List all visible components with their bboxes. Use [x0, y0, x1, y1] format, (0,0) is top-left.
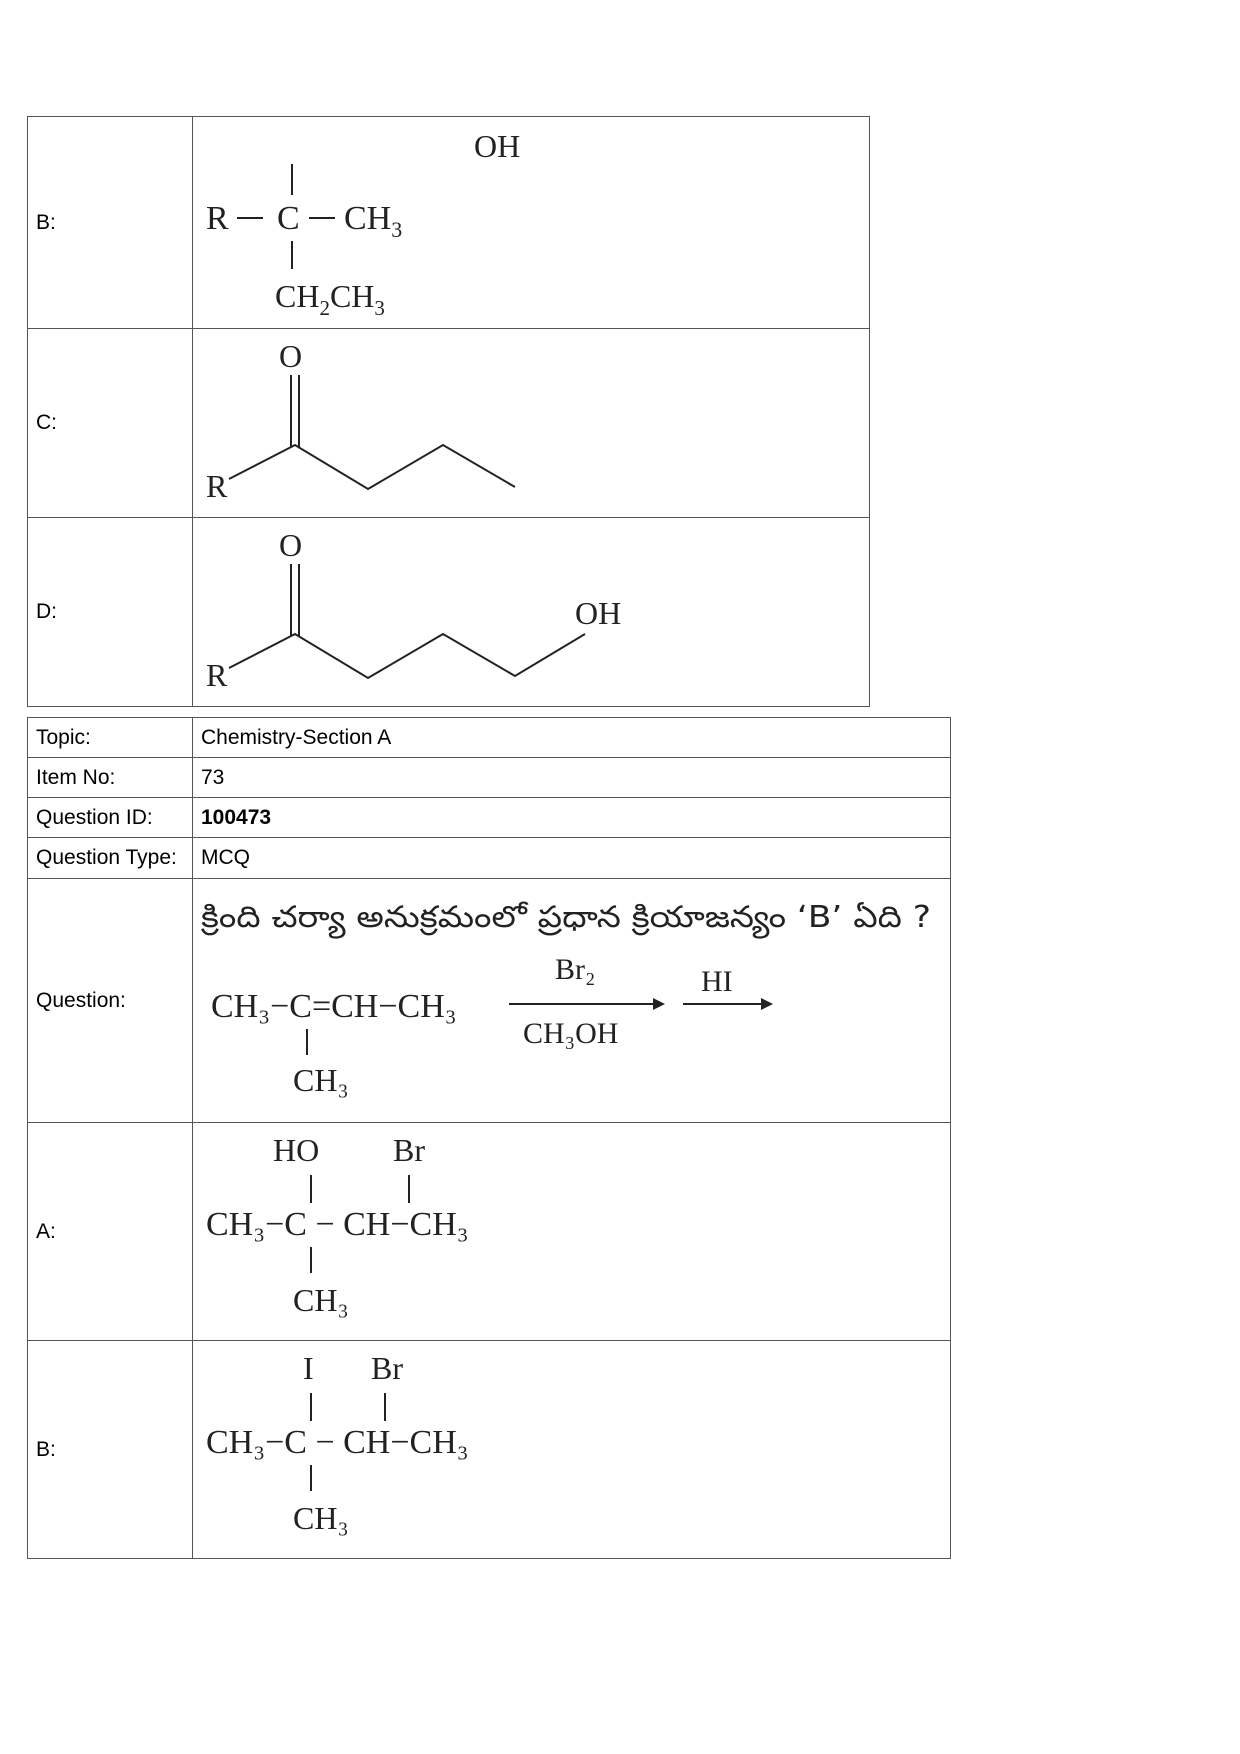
arrow-2-head [761, 998, 773, 1010]
br-group: Br [393, 1132, 425, 1168]
iodo-bromo-structure [193, 1341, 950, 1553]
question-type-value: MCQ [193, 838, 951, 879]
item-no-value: 73 [193, 758, 951, 798]
option-b2-label: B: [28, 1341, 193, 1559]
topic-value: Chemistry-Section A [193, 718, 951, 758]
reactant-branch: CH₃ [293, 1062, 349, 1098]
ketone-structure [193, 329, 869, 512]
question-label: Question: [28, 879, 193, 1123]
reactant-formula: CH₃−C=CH−CH₃ [211, 988, 457, 1025]
option-d-label: D: [28, 518, 193, 707]
oh-group: OH [575, 595, 622, 631]
oh-group: OH [474, 128, 521, 164]
reagent-br2: Br₂ [555, 953, 596, 986]
carbon-chain [229, 634, 585, 678]
ethyl-group: $CH_2CH_3$ [275, 278, 385, 320]
option-c-structure [193, 329, 870, 518]
oxygen-atom: O [279, 338, 303, 374]
question-table [27, 717, 951, 1559]
main-chain: CH₃−C − CH−CH₃ [206, 1206, 469, 1243]
option-c-label: C: [28, 329, 193, 518]
main-chain: CH₃−C − CH−CH₃ [206, 1424, 469, 1461]
question-id-label: Question ID: [28, 798, 193, 838]
question-type-label: Question Type: [28, 838, 193, 879]
question-content [193, 879, 951, 1123]
r-group: R [206, 657, 228, 693]
br-group: Br [371, 1350, 403, 1386]
tertiary-alcohol-structure [193, 117, 869, 323]
reagent-hi: HI [701, 965, 733, 998]
option-b-structure [193, 117, 870, 329]
question-id-value: 100473 [193, 798, 951, 838]
hydroxy-ketone-structure [193, 518, 869, 701]
option-a-structure [193, 1123, 951, 1341]
branch-methyl: CH₃ [293, 1282, 349, 1318]
option-b-label: B: [28, 117, 193, 329]
arrow-1-head [653, 998, 665, 1010]
r-group: R [206, 468, 228, 504]
option-d-structure [193, 518, 870, 707]
methyl-group: $CH_3$ [344, 200, 403, 242]
r-group: R [206, 200, 229, 237]
option-b2-structure [193, 1341, 951, 1559]
bromohydrin-structure [193, 1123, 950, 1335]
item-no-label: Item No: [28, 758, 193, 798]
question-text: క్రింది చర్యా అనుక్రమంలో ప్రధాన క్రియాజన్యం ‘B’ ఏది ? [201, 900, 839, 935]
ho-group: HO [273, 1132, 320, 1168]
reagent-ch3oh: CH₃OH [523, 1017, 619, 1050]
oxygen-atom: O [279, 527, 303, 563]
carbon-chain [229, 445, 515, 489]
topic-label: Topic: [28, 718, 193, 758]
branch-methyl: CH₃ [293, 1500, 349, 1536]
iodine-atom: I [303, 1350, 314, 1386]
options-table-top [27, 116, 870, 707]
question-figure [193, 879, 950, 1117]
option-a-label: A: [28, 1123, 193, 1341]
carbon-center: C [277, 200, 300, 237]
